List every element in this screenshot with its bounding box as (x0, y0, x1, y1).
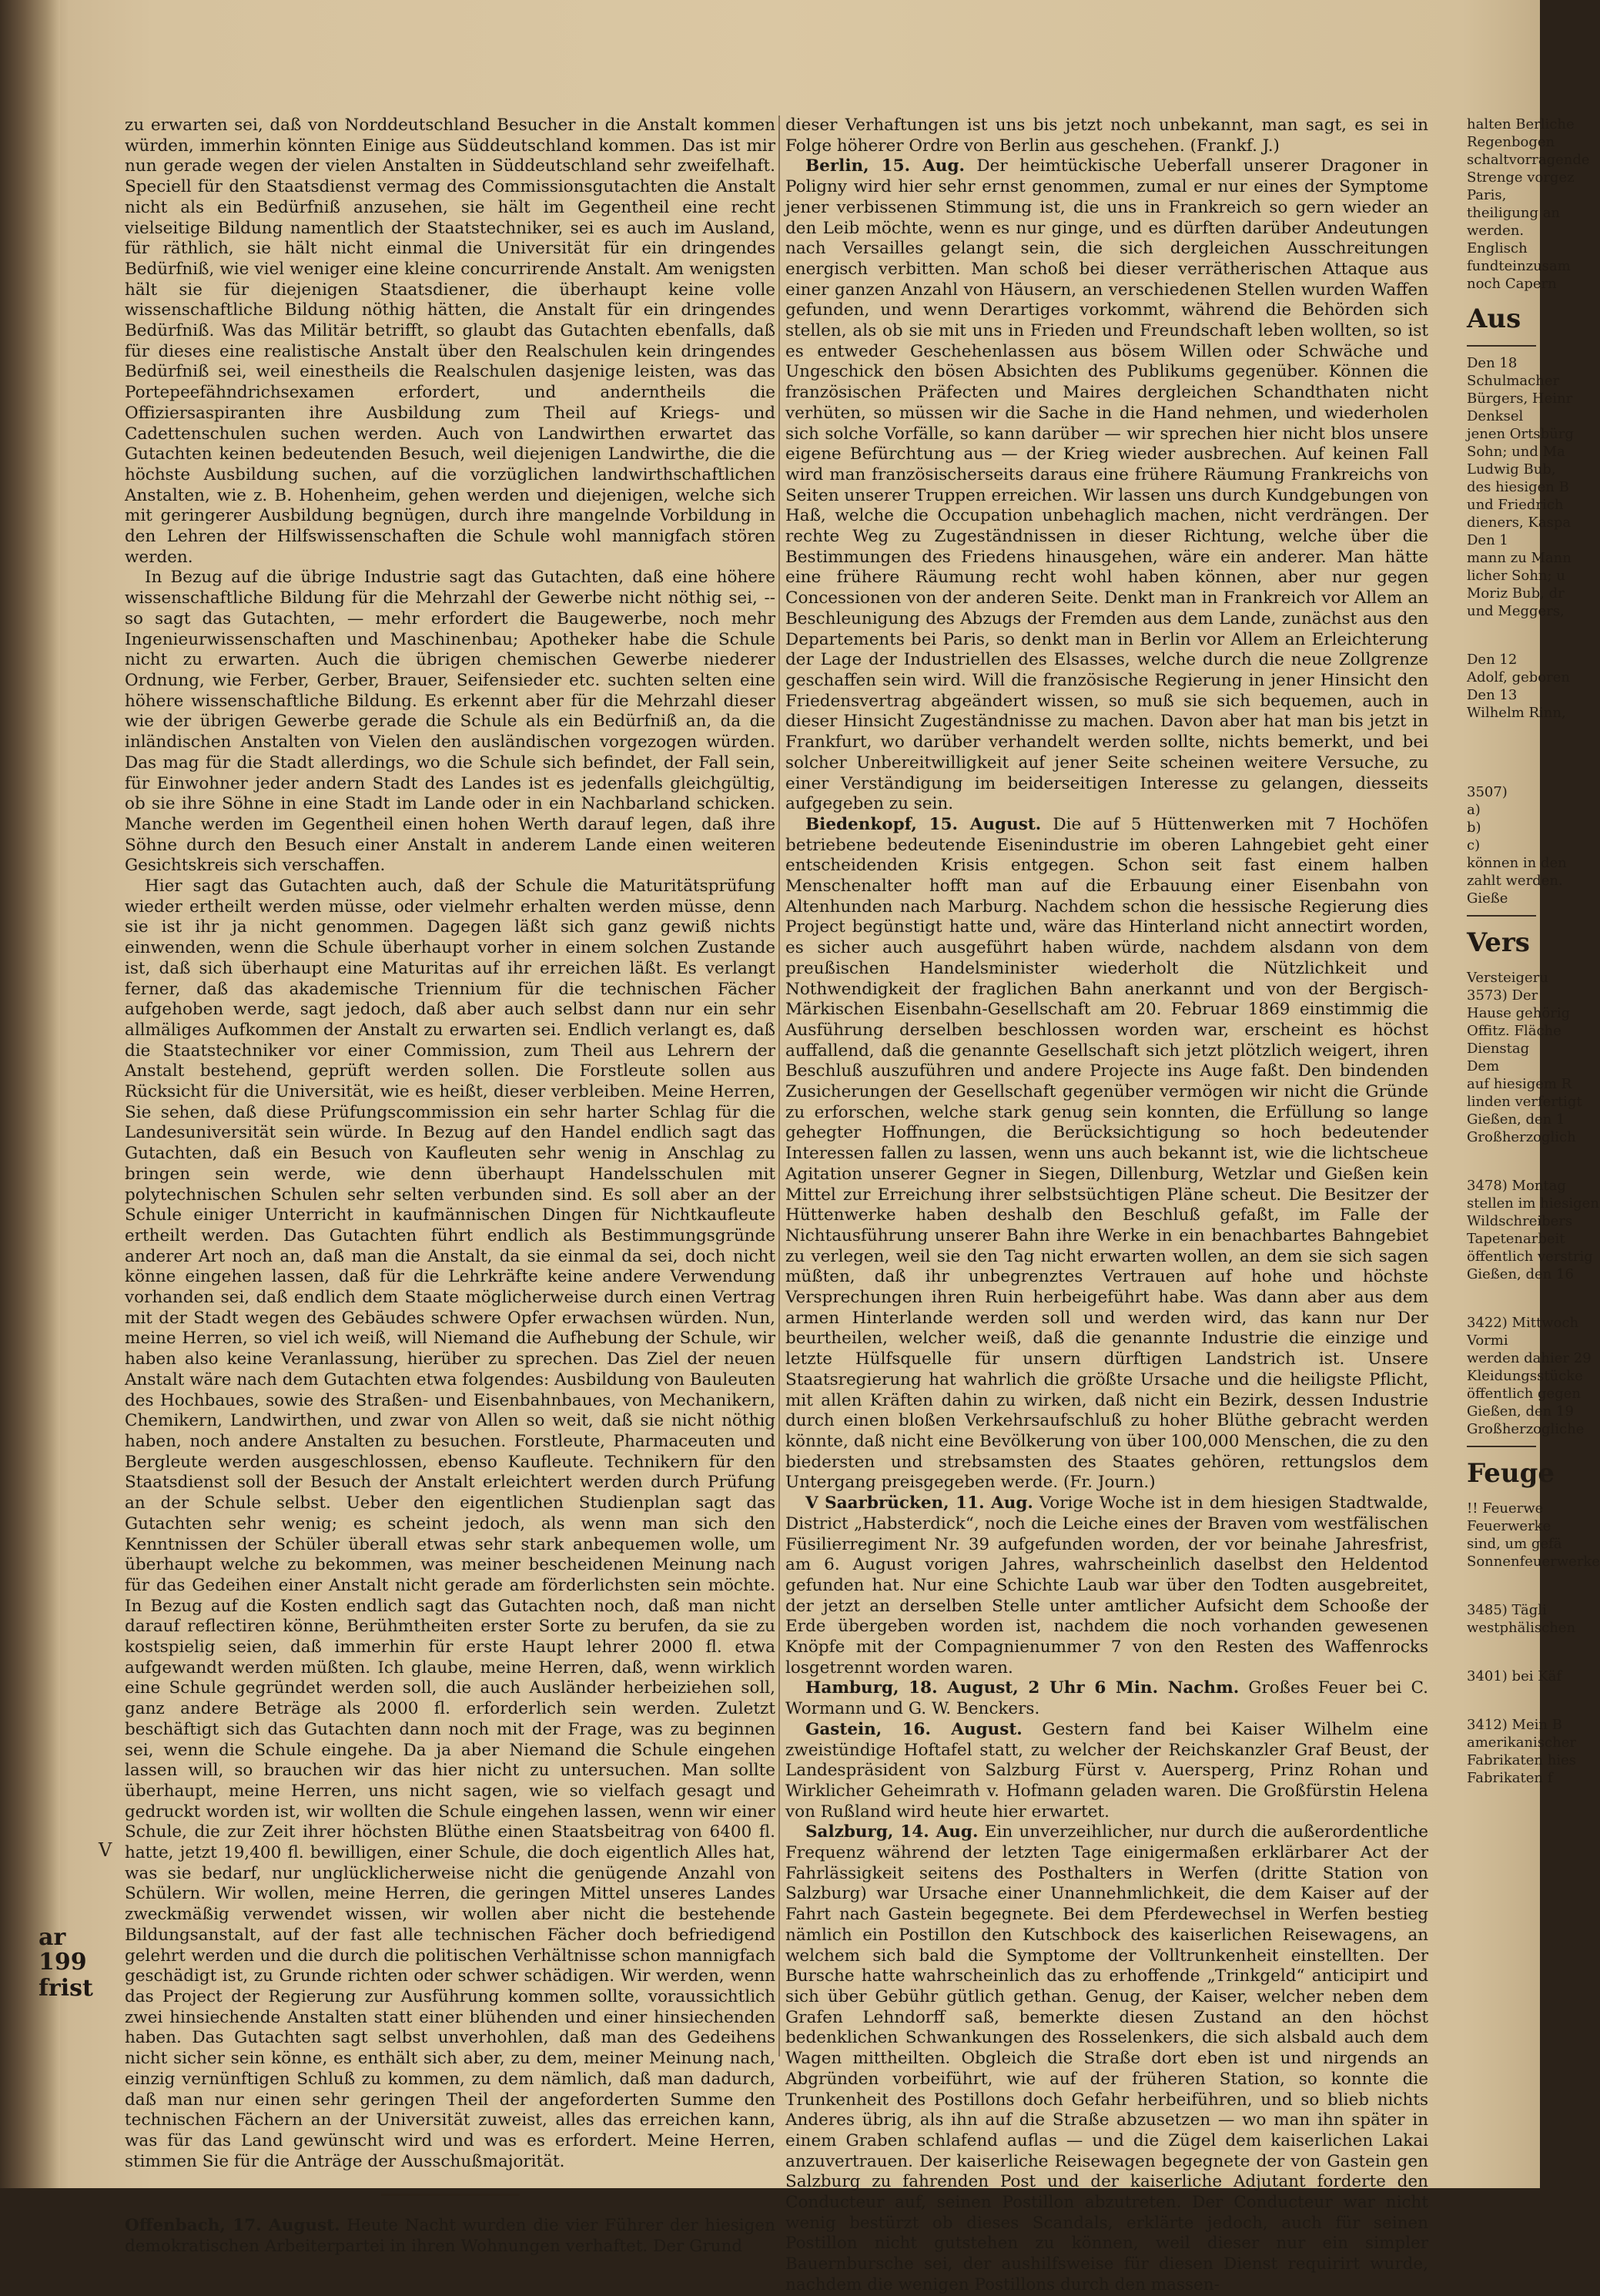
col3-fragment-line (1467, 620, 1540, 651)
col3-block-auctions (1467, 969, 1599, 1438)
col3-block-top (1467, 116, 1590, 293)
col3-fragment-line (1467, 752, 1540, 783)
col3-fragment-line: 3422) Mittwoch (1467, 1315, 1579, 1331)
col3-heading-3: Feuge (1467, 1458, 1555, 1489)
dateline-gastein: Gastein, 16. August. (805, 1719, 1023, 1739)
col3-fragment-line: Ludwig Bub, (1467, 461, 1556, 478)
col3-fragment-line: Wildschreibers (1467, 1213, 1573, 1229)
col3-fragment-line: mann zu Mann (1467, 550, 1572, 566)
col3-fragment-line: jenen Ortsbürg (1467, 426, 1574, 442)
col3-fragment-line: können in den (1467, 855, 1567, 871)
col3-fragment-line (1467, 1570, 1540, 1601)
column-divider (778, 116, 780, 2056)
col3-fragment-line: Dem (1467, 1058, 1500, 1074)
col3-fragment-line: Gießen, den 19 (1467, 1403, 1574, 1419)
col3-fragment-line: Kleidungsstücke (1467, 1368, 1583, 1384)
col3-fragment-line: b) (1467, 820, 1481, 836)
column-middle (785, 116, 1429, 2294)
col3-fragment-line: Moriz Bub, dr (1467, 585, 1565, 602)
col3-fragment-line: Großherzoglich (1467, 1129, 1576, 1145)
col3-fragment-line: auf hiesigem R (1467, 1076, 1572, 1092)
article-biedenkopf (785, 815, 1428, 1493)
col3-rule (1467, 915, 1536, 917)
col3-fragment-line: licher Sohn; u (1467, 568, 1565, 584)
col3-fragment-line (1467, 722, 1540, 752)
col3-fragment-line: Bürgers, Heinr (1467, 390, 1573, 407)
col3-fragment-line: Englisch (1467, 240, 1528, 256)
col3-fragment-line: linden verfertigt (1467, 1094, 1582, 1110)
col3-fragment-line: 3507) (1467, 784, 1508, 800)
article-text-hamburg: Großes Feuer bei C. Wormann und G. W. Benckers. (785, 1678, 1428, 1719)
section-separator-rule (381, 2194, 520, 2196)
col3-fragment-line: 3485) Tägli (1467, 1602, 1547, 1618)
col3-fragment-line: Dienstag (1467, 1041, 1530, 1057)
col3-fragment-line: amerikanischer (1467, 1735, 1576, 1751)
col3-fragment-line: fundteinzusam (1467, 258, 1571, 274)
col3-fragment-line: Offitz. Fläche (1467, 1023, 1562, 1039)
col3-fragment-line (1467, 1146, 1540, 1177)
article-gastein (785, 1720, 1428, 1823)
article-saarbruecken (785, 1493, 1428, 1678)
article-text-berlin: Der heimtückische Ueberfall unserer Dragoner in Poligny wird hier sehr ernst genommen, zumal er nur eines der Symptome jener verbissenen Stimmung ist, die uns in Frankreich so gern wieder an den Leib möchte, wenn es nur ginge, und es dürften darüber Andeutungen nach Versailles gelangt sein, die sich dergleichen Ausschreitungen energisch verbitten. Man schoß bei dieser verrätherischen Attaque aus einer ganzen Anzahl von Häusern, an verschiedenen Stellen wurden Waffen gefunden, und wenn Derartiges vorkommt, während die Behörden sich stellen, als ob sie mit uns in Frieden und Freundschaft leben wollten, so ist es entweder Geschehenlassen aus bösem Willen oder Schwäche und Ungeschick den bösen Absichten des Publikums gegenüber. Können die französischen Präfecten und Maires dergleichen Schandthaten nicht verhüten, so müssen wir die Sache in die Hand nehmen, und wiederholen sich solche Vorfälle, so kann darüber — wir sprechen hier nicht blos unsere eigene Befürchtung aus — der Krieg wieder ausbrechen. Auf keinen Fall wird man französischerseits daraus eine frühere Räumung Frankreichs von Seiten unserer Truppen erreichen. Wir lassen uns durch Kundgebungen von Haß, welche die Occupation unbehaglich machen, nicht verdrängen. Der rechte Weg zu Zugeständnissen in dieser Richtung, welche über die Bestimmungen des Friedens hinausgehen, wäre ein anderer. Man hätte eine frühere Räumung recht wohl haben können, aber nur gegen Concessionen von der anderen Seite. Denkt man in Frankreich vor Allem an Beschleunigung des Abzugs der Fremden aus dem Lande, zunächst aus den Departements bei Paris, so denkt man in Berlin vor Allem an Erleichterung der Lage der Industriellen des Elsasses, welche durch die neue Zollgrenze geschaffen sein wird. Will die französische Regierung in jener Hinsicht den Friedensvertrag abgeändert wissen, so muß sie sich bequemen, auch in dieser Hinsicht Zugeständnisse zu machen. Davon aber hat man bis jetzt in Frankfurt, wo darüber verhandelt werden sollte, nichts bemerkt, und bei solcher Unbereitwilligkeit auf jener Seite scheinen weitere Versuche, zu einer Verständigung im beiderseitigen Interesse zu gelangen, diesseits aufgegeben zu sein. (785, 156, 1428, 814)
col3-fragment-line: sind, um gefä (1467, 1536, 1562, 1552)
col3-fragment-line: Den 18 (1467, 355, 1518, 371)
col3-block-announcements (1467, 354, 1574, 907)
col3-fragment-line: Adolf, geboren (1467, 669, 1570, 685)
article-text-gastein: Gestern fand bei Kaiser Wilhelm eine zweistündige Hoftafel statt, zu welcher der Reichskanzler Graf Beust, der Landespräsident von Salzburg Fürst v. Auersperg, Prinz Rohan und Wirklicher Geheimrath v. Hofmann geladen waren. Die Großfürstin Helena von Rußland wird heute hier erwartet. (785, 1719, 1428, 1822)
col3-block-ads (1467, 1500, 1600, 1787)
book-binding (0, 0, 60, 2188)
dateline-biedenkopf: Biedenkopf, 15. August. (805, 814, 1042, 834)
col3-fragment-line: Gießen, den 16 (1467, 1266, 1574, 1282)
col3-fragment-line: 3401) bei Käf (1467, 1668, 1562, 1684)
col3-fragment-line (1467, 1685, 1540, 1716)
col3-fragment-line: Schulmacher (1467, 373, 1560, 389)
col3-fragment-line: theiligung an (1467, 205, 1561, 221)
col3-fragment-line: Denksel (1467, 408, 1524, 424)
col3-fragment-line: werden dahier 29 (1467, 1350, 1592, 1366)
col3-rule (1467, 1446, 1536, 1447)
col3-fragment-line: Paris, (1467, 187, 1507, 203)
col3-fragment-line: a) (1467, 802, 1481, 818)
col3-fragment-line: stellen im hiesigen (1467, 1195, 1599, 1212)
binding-label-top: ar (38, 1924, 66, 1951)
dateline-offenbach: Offenbach, 17. August. (125, 2216, 340, 2236)
article-offenbach (125, 2216, 775, 2257)
col3-fragment-line: dieners, Kaspa (1467, 515, 1572, 531)
dateline-salzburg: Salzburg, 14. Aug. (805, 1822, 979, 1842)
col3-fragment-line: 3478) Montag (1467, 1178, 1566, 1194)
col3-rule (1467, 345, 1536, 347)
col3-fragment-line: Gieße (1467, 890, 1508, 907)
col3-fragment-line: Den 12 (1467, 652, 1518, 668)
article-hamburg (785, 1678, 1428, 1719)
col3-fragment-line: öffentlich verstrig (1467, 1249, 1593, 1265)
col3-fragment-line: 3412) Mein B (1467, 1717, 1562, 1733)
col1-paragraph: Hier sagt das Gutachten auch, daß der Schule die Maturitätsprüfung wieder ertheilt werden müsse, oder vielmehr erhalten werden müsse, denn sie ist ihr ja nicht genommen. Dagegen läßt sich ganz gewiß nichts einwenden, wenn die Schule überhaupt vorher in einem solchen Zustande ist, daß sich überhaupt eine Maturitas auf ihr erreichen läßt. Es verlangt ferner, daß das akademische Triennium für die technischen Fächer aufgehoben werde, sagt jedoch, daß aber auch selbst dann nur ein sehr allmäliges Aufkommen der Anstalt zu erwarten sei. Endlich verlangt es, daß die Staatstechniker vor einer Commission, zum Theil aus Lehrern der Anstalt bestehend, geprüft werden sollen. Die Forstleute sollen aus Rücksicht für die Universität, wie es heißt, dieser verbleiben. Meine Herren, Sie sehen, daß diese Prüfungscommission ein sehr harter Schlag für die Landesuniversität sein würde. In Bezug auf den Handel endlich sagt das Gutachten, daß ein Besuch von Kaufleuten sehr wenig in Anschlag zu bringen sein werde, wie denn überhaupt Handelsschulen mit polytechnischen Schulen sehr selten verbunden sind. Es soll aber an der Schule einiger Unterricht in kaufmännischen Dingen für Nichtkaufleute ertheilt werden. Das Gutachten führt endlich als Bestimmungsgründe anderer Art noch an, daß man die Anstalt, da sie einmal da sei, doch nicht könne eingehen lassen, daß für die Lehrkräfte keine andere Verwendung vorhanden sei, daß endlich dem Staate möglicherweise durch einen Vertrag mit der Stadt wegen des Gebäudes schwere Opfer erwachsen würden. Nun, meine Herren, so viel ich weiß, will Niemand die Aufhebung der Schule, wir haben also keine Veranlassung, hierüber zu sprechen. Das Ziel der neuen Anstalt wäre nach dem Gutachten etwa folgendes: Ausbildung von Bauleuten des Hochbaues, sowie des Straßen- und Eisenbahnbaues, von Mechanikern, Chemikern, Landwirthen, und zwar von Allen so weit, daß sie nicht nöthig haben, noch andere Anstalten zu besuchen. Forstleute, Pharmaceuten und Bergleute werden ausgeschlossen, ebenso Kaufleute. Technikern für den Staatsdienst soll der Besuch der Anstalt erleichtert werden durch Prüfung an der Schule selbst. Ueber den eigentlichen Studienplan sagt das Gutachten sehr wenig; es scheint jedoch, als wenn man sich den Kenntnissen der Schüler überall etwas sehr stark anbequemen wolle, um überhaupt welche zu bekommen, was meiner bescheidenen Meinung nach für das Gedeihen einer Anstalt nicht gerade am förderlichsten sein möchte. In Bezug auf die Kosten endlich sagt das Gutachten noch, daß man nicht darauf reflectiren könne, Berühmtheiten erster Sorte zu berufen, da sie zu kostspielig seien, daß immerhin für erste Haupt lehrer 2000 fl. etwa aufgewandt werden müßten. Ich glaube, meine Herren, daß, wenn wirklich eine Schule gegründet werden soll, die auch Ausländer herbeiziehen soll, ganz andere Beträge als 2000 fl. erforderlich sein werden. Zuletzt beschäftigt sich das Gutachten dann noch mit der Frage, was zu beginnen sei, wenn die Schule eingehe. Da ja aber Niemand die Schule eingehen lassen will, so brauchen wir das hier nicht zu untersuchen. Man sollte überhaupt, meine Herren, uns nicht sagen, wie so vielfach gesagt und gedruckt worden ist, wir wollten die Schule eingehen lassen, wenn wir einer Schule, die zur Zeit ihrer höchsten Blüthe einen Staatsbeitrag von 6400 fl. hatte, jetzt 19,400 fl. bewilligen, einer Schule, die doch eigentlich Alles hat, was sie bedarf, nur unglücklicherweise nicht die genügende Anzahl von Schülern. Wir wollen, meine Herren, die geringen Mittel unseres Landes zweckmäßig verwendet wissen, wir wollen aber nicht die bestehende Bildungsanstalt, auf der fast alle technischen Fächer doch befriedigend gelehrt werden und die durch die politischen Verhältnisse schon mannigfach geschädigt ist, zu Grunde richten oder schwer schädigen. Wir werden, wenn das Project der Regierung zur Ausführung kommen sollte, voraussichtlich zwei hinsiechende Anstalten statt einer blühenden und einer hinsiechenden haben. Das Gutachten sagt selbst unverhohlen, daß man des Gedeihens nicht sicher sein könne, es enthält sich aber, zu dem, meiner Meinung nach, einzig vernünftigen Schluß zu kommen, zu dem nämlich, daß man dadurch, daß man nur einen sehr geringen Theil der angeforderten Summe den technischen Fächern an der Universität zuweist, alles das erreichen kann, was für das Land gewünscht wird und was es erfordert. Meine Herren, stimmen Sie für die Anträge der Ausschußmajorität. (125, 877, 775, 2171)
col3-fragment-line: öffentlich gegen (1467, 1386, 1581, 1402)
col3-fragment-line: Fabrikaten f (1467, 1770, 1553, 1786)
col3-fragment-line: und Meggers, (1467, 603, 1565, 619)
article-berlin (785, 156, 1428, 815)
col3-fragment-line: Sonnenfeuerwerke (1467, 1554, 1600, 1570)
col3-fragment-line: Feuerwerke (1467, 1518, 1551, 1534)
col3-fragment-line: halten Berliche (1467, 116, 1575, 132)
col3-fragment-line: Tapetenarbeit (1467, 1231, 1565, 1247)
dateline-hamburg: Hamburg, 18. August, 2 Uhr 6 Min. Nachm. (805, 1678, 1240, 1698)
article-text-biedenkopf: Die auf 5 Hüttenwerken mit 7 Hochöfen betriebene bedeutende Eisenindustrie im oberen Lahngebiet geht einer entscheidenden Krisis entgegen. Schon seit fast einem halben Menschenalter hofft man auf die Erbauung einer Eisenbahn von Altenhunden nach Marburg. Nachdem schon die hessische Regierung dies Project begünstigt hatte und, wäre das Hinterland nicht annectirt worden, es sicher auch ausgeführt haben würde, nachdem alsdann von dem preußischen Handelsminister wiederholt die Nützlichkeit und Nothwendigkeit der fraglichen Bahn anerkannt und von der Bergisch-Märkischen Eisenbahn-Gesellschaft am 20. Februar 1869 einstimmig die Ausführung derselben beschlossen worden war, erscheint es höchst auffallend, daß die genannte Gesellschaft sich jetzt plötzlich weigert, ihren Beschluß auszuführen und andere Projecte ins Auge faßt. Den bindenden Zusicherungen der Gesellschaft gegenüber vermögen wir nicht die Gründe zu erforschen, welche stark genug sein konnten, die Erfüllung so lange gehegter Hoffnungen, die Berücksichtigung so hoch bedeutender Interessen fallen zu lassen, wenn uns auch bekannt ist, wie die lichtscheue Agitation unserer Gegner in Siegen, Dillenburg, Wetzlar und Gießen kein Mittel zur Erreichung ihrer selbstsüchtigen Pläne scheut. Die Besitzer der Hüttenwerke haben deshalb den Beschluß gefaßt, im Falle der Nichtausführung unserer Bahn ihre Werke in ein benachbartes Bahngebiet zu verlegen, weil sie den Tag nicht erwarten wollen, an dem sie sich sagen müßten, daß ihr unbegrenztes Vertrauen auf hohe und höchste Versprechungen ihren Ruin herbeigeführt habe. Was dann aber aus dem armen Hinterlande werden soll und werden wird, das kann nur Der beurtheilen, welcher weiß, daß die genannte Industrie die einzige und letzte Hülfsquelle für unsern dürftigen Landstrich ist. Unsere Staatsregierung hat wahrlich die größte Ursache und die heiligste Pflicht, mit allen Kräften dahin zu wirken, daß nicht ein Bezirk, dessen Industrie durch einen bloßen Verkehrsaufschluß zu hoher Blüthe gebracht werden könnte, daß nicht eine Bevölkerung von über 100,000 Menschen, die zu den biedersten und strebsamsten des Staates gehören, rettungslos dem Untergang preisgegeben werde. (Fr. Journ.) (785, 814, 1428, 1493)
col3-fragment-line: Hause gehörig (1467, 1005, 1571, 1021)
col3-fragment-line: des hiesigen B (1467, 479, 1569, 495)
column-right-fragment (1467, 116, 1600, 2118)
article-text-saarbruecken: Vorige Woche ist in dem hiesigen Stadtwalde, District „Habsterdick“, noch die Leiche eines der Braven vom westfälischen Füsilierregiment Nr. 39 aufgefunden worden, der vor beinahe Jahresfrist, am 6. August vorigen Jahres, wahrscheinlich daselbst den Heldentod gefunden hat. Nur eine Schichte Laub war über den Todten ausgebreitet, der jetzt an derselben Stelle unter amtlicher Aufsicht dem Schooße der Erde übergeben worden ist, nachdem die noch vorhanden gewesenen Knöpfe mit der Compagnienummer 7 von den Resten des Waffenrocks losgetrennt worden waren. (785, 1493, 1428, 1678)
col3-fragment-line: und Friedrich (1467, 497, 1564, 513)
col3-fragment-line: Wilhelm Rinn, (1467, 705, 1566, 721)
col3-fragment-line: westphälischen (1467, 1620, 1576, 1636)
article-salzburg (785, 1822, 1428, 2295)
col3-fragment-line: Regenbogen (1467, 134, 1555, 150)
article-text-offenbach: Heute Nacht wurden die vier Führer der hiesigen demokratischen Arbeiterpartei in ihren Wohnungen verhaftet. Der Grund (125, 2216, 775, 2257)
col3-fragment-line: Versteigeru (1467, 970, 1548, 986)
col3-fragment-line: Sohn; und Ma (1467, 444, 1565, 460)
column-left (125, 116, 775, 2257)
col3-fragment-line: 3573) Der (1467, 987, 1538, 1004)
col3-fragment-line: Den 1 (1467, 532, 1508, 548)
col3-fragment-line: Fabrikaten hies (1467, 1752, 1576, 1768)
col1-paragraph: zu erwarten sei, daß von Norddeutschland Besucher in die Anstalt kommen würden, immerhin könnten Einige aus Süddeutschland kommen. Das ist mir nun gerade wegen der vielen Anstalten in Süddeutschland sehr zweifelhaft. Speciell für den Staatsdienst vermag des Commissionsgutachten die Anstalt nicht als ein Bedürfniß anzusehen, sie hält im Gegentheil eine recht vielseitige Bildung namentlich der Staatstechniker, sei es auch im Ausland, für räthlich, sie hält nicht einmal die Universität für ein dringendes Bedürfniß, wie viel weniger eine kleine concurrirende Anstalt. Am wenigsten hält sie für diejenigen Staatsdiener, die überhaupt keine volle wissenschaftliche Bildung nöthig hätten, die Anstalt für ein dringendes Bedürfniß. Was das Militär betrifft, so glaubt das Gutachten ebenfalls, daß für dieses eine realistische Anstalt über den Realschulen kein dringendes Bedürfniß sei, weil einestheils die Realschulen dasjenige leisten, was das Portepeefähndrichsexamen erfordert, und anderntheils die Offiziersaspiranten ihre Ausbildung zum Theil auf Kriegs- und Cadettenschulen suchen werden. Auch von Landwirthen erwartet das Gutachten keinen bedeutenden Besuch, weil diejenigen Landwirthe, die die höchste Ausbildung suchen, auf die vorzüglichen landwirthschaftlichen Anstalten, wie z. B. Hohenheim, gehen werden und diejenigen, welche sich mit geringerer Ausbildung begnügen, durch ihre mangelnde Vorbildung in den Lehren der Hilfswissenschaften die Schule wohl mannigfach stören werden. (125, 116, 775, 567)
col2-intro: dieser Verhaftungen ist uns bis jetzt noch unbekannt, man sagt, es sei in Folge höherer Ordre von Berlin aus geschehen. (Frankf. J.) (785, 116, 1428, 156)
col1-paragraph: In Bezug auf die übrige Industrie sagt das Gutachten, daß eine höhere wissenschaftliche Bildung für die Mehrzahl der Gewerbe nicht nöthig sei, -- so sagt das Gutachten, — mehr erfordert die Baugewerbe, noch mehr Ingenieurwissenschaften und Maschinenbau; Apotheker habe die Schule nicht zu erwarten. Auch die übrigen chemischen Gewerbe niederer Ordnung, wie Ferber, Gerber, Brauer, Seifensieder etc. suchten selten eine höhere wissenschaftliche Bildung. Es erkennt aber für die Mehrzahl dieser wie der übrigen Gewerbe gerade die Schule als ein Bedürfniß an, da die inländischen Anstalten von Vielen den ausländischen vorgezogen würden. Das mag für die Stadt allerdings, wo die Schule sich befindet, der Fall sein, für Einwohner jeder andern Stadt des Landes ist es jedenfalls gleichgültig, ob sie ihre Söhne in eine Stadt im Lande oder in ein Nachbarland schicken. Manche werden im Gegentheil einen hohen Werth darauf legen, daß ihre Söhne durch den Besuch einer Anstalt in anderem Lande einen weiteren Gesichtskreis sich verschaffen. (125, 568, 775, 876)
col3-fragment-line: Den 13 (1467, 687, 1518, 703)
dateline-saarbruecken: V Saarbrücken, 11. Aug. (805, 1493, 1033, 1513)
dateline-berlin: Berlin, 15. Aug. (805, 156, 965, 176)
col3-fragment-line: Gießen, den 1 (1467, 1111, 1565, 1128)
col3-fragment-line (1467, 1283, 1540, 1314)
col3-fragment-line: Großherzogliche (1467, 1421, 1585, 1437)
col3-fragment-line: schaltvorragende (1467, 152, 1590, 168)
col3-fragment-line: !! Feuerwe (1467, 1500, 1544, 1517)
col3-fragment-line: werden. (1467, 223, 1525, 239)
margin-mark: V (99, 1839, 112, 1861)
col3-fragment-line: zahlt werden. (1467, 873, 1563, 889)
col3-fragment-line: Vormi (1467, 1332, 1508, 1349)
col3-fragment-line (1467, 1637, 1540, 1668)
col3-fragment-line: Strenge vorgez (1467, 169, 1575, 186)
article-text-salzburg: Ein unverzeihlicher, nur durch die außerordentliche Frequenz während der letzten Tage einigermaßen erklärbarer Act der Fahrlässigkeit seitens des Posthalters in Werfen (dritte Station von Salzburg) war Ursache einer Unannehmlichkeit, die dem Kaiser auf der Fahrt nach Gastein begegnete. Bei dem Pferdewechsel in Werfen bestieg nämlich ein Postillon den Kutschbock des kaiserlichen Reisewagens, an welchem sich bald die Symptome der Volltrunkenheit einstellten. Der Bursche hatte wahrscheinlich das zu erhoffende „Trinkgeld“ anticipirt und sich über Gebühr gütlich gethan. Genug, der Kaiser, welcher neben dem Grafen Lehndorff saß, bemerkte diesen Zustand an den höchst bedenklichen Schwankungen des Rosselenkers, die sich alsbald auch dem Wagen mittheilten. Obgleich die Straße dort eben ist und nirgends an Abgründen vorbeiführt, wie auf der früheren Station, so konnte die Trunkenheit des Postillons doch Gefahr herbeiführen, und so blieb nichts Anderes übrig, als ihn auf die Straße abzusetzen — wo man ihn später in einem Graben schlafend auflas — und die Zügel dem kaiserlichen Lakai anzuvertrauen. Der kaiserliche Reisewagen begegnete der von Gastein gen Salzburg zu fahrenden Post und der kaiserliche Adjutant forderte den Conducteur auf, seinen Postillon abzutreten. Der Conducteur war nicht wenig bestürzt ob dieses Scandals, erklärte jedoch, auch für seinen Postillon nicht gutstehen zu können, weil dieser nur ein simpler Bauernbursche sei, der aushilfsweise für diesen Dienst requirirt wurde, nachdem die wenigen Postillons durch den massen- (785, 1822, 1429, 2294)
binding-label-number: 199 (38, 1949, 87, 1976)
col3-heading: Aus (1467, 303, 1521, 334)
col3-heading-2: Vers (1467, 927, 1530, 958)
binding-label-bottom: frist (38, 1975, 93, 2002)
col3-fragment-line: c) (1467, 837, 1481, 853)
col3-fragment-line: noch Capern (1467, 276, 1557, 292)
